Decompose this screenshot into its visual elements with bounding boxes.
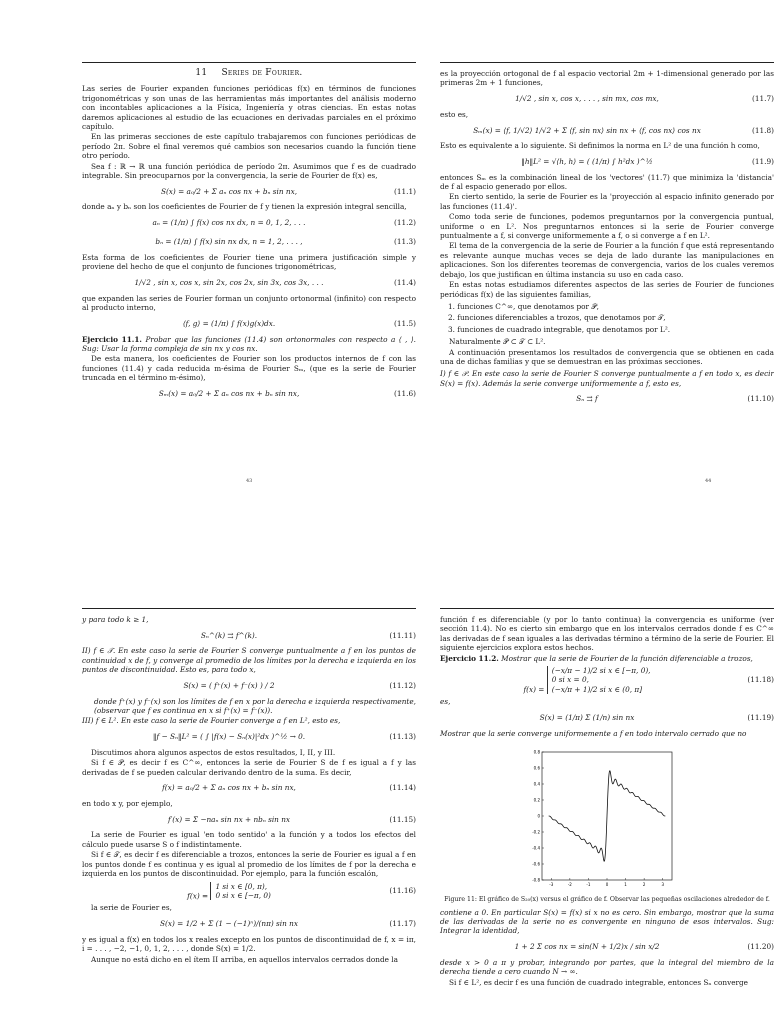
paragraph: la serie de Fourier es, — [91, 903, 172, 913]
equation: f(x) = a₀/2 + Σ aₙ cos nx + bₙ sin nx, (11.14) — [162, 783, 416, 793]
top-rule — [82, 62, 416, 63]
paragraph: A continuación presentamos los resultados de convergencia que se obtienen en cada una de dichas familias y que se demuestran en las próximas secciones. — [440, 347, 774, 366]
equation: Sₘ(x) = a₀/2 + Σ aₙ cos nx + bₙ sin nx, (11.6) — [158, 388, 416, 398]
y-tick-label: 0.4 — [533, 781, 540, 787]
equation: ‖f − Sₙ‖L² = ( ∫ |f(x) − Sₙ(x)|²dx )^½ → 0. (11.13) — [152, 732, 416, 742]
y-tick-label: -0.6 — [532, 861, 540, 867]
paragraph: Como toda serie de funciones, podemos preguntarnos por la convergencia puntual, uniforme o en L². Nos preguntarnos entonces si la serie de Fourier converge puntualmente a f, si converge uniformemente a f, o si converge a f en L². — [440, 212, 774, 241]
page-number: 43 — [246, 478, 253, 484]
x-tick-label: 0 — [605, 882, 609, 888]
equation: 1/√2 , sin x, cos x, sin 2x, cos 2x, sin 3x, cos 3x, . . . (11.4) — [134, 277, 416, 287]
page-3 — [82, 608, 416, 965]
paragraph: Naturalmente 𝒫 ⊂ 𝒯 ⊂ L². — [449, 337, 546, 347]
paragraph: Esta forma de los coeficientes de Fourier tiene una primera justificación simple y proviene del hecho de que el conjunto de funciones trigonométricas, — [82, 252, 416, 272]
equation: 1/√2 , sin x, cos x, . . . , sin mx, cos mx, (11.7) — [515, 94, 774, 104]
paragraph: donde f⁺(x) y f⁻(x) son los límites de f en x por la derecha e izquierda respectivamente, (observar que f es continua en x si f⁺(x) = f⁻(x)). — [94, 696, 416, 716]
paragraph: Esto es equivalente a lo siguiente. Si definimos la norma en L² de una función h como, — [440, 141, 760, 151]
equation: bₙ = (1/π) ∫ f(x) sin nx dx, n = 1, 2, . . . , (11.3) — [155, 237, 416, 247]
y-tick-label: 0.2 — [533, 797, 540, 803]
paragraph: que expanden las series de Fourier forman un conjunto ortonormal (infinito) con respecto al producto interno, — [82, 293, 416, 313]
theorem-item: I) f ∈ 𝒫. En este caso la serie de Fourier S converge puntualmente a f en todo x, es decir S(x) = f(x). Además la serie converge uniformemente a f, esto es, — [440, 369, 774, 388]
y-tick-label: 0.8 — [533, 749, 540, 755]
equation: 1 + 2 Σ cos nx = sin(N + 1/2)x / sin x/2 (11.20) — [514, 942, 774, 952]
figure — [482, 744, 732, 894]
fourier-plot — [482, 744, 732, 894]
family-list — [440, 302, 774, 334]
x-tick-label: 1 — [624, 882, 627, 888]
equation: ‖h‖L² = √⟨h, h⟩ = ( (1/π) ∫ h²dx )^½ (11.9) — [521, 156, 774, 166]
paragraph: El tema de la convergencia de la serie de Fourier a la función f que está representando es relevante aunque muchas veces se deja de lado durante las manipulaciones en aplicaciones. Son los diferentes teoremas de convergencia, varios de los cuales veremos debajo, los que justifican en última instancia su uso en cada caso. — [440, 241, 774, 279]
paragraph: entonces Sₘ es la combinación lineal de los 'vectores' (11.7) que minimiza la 'distancia' de f al espacio generado por ellos. — [440, 172, 774, 192]
equation: f(x) = 1 si x ∈ [0, π), 0 si x ∈ [−π, 0) (11.16) — [187, 881, 416, 900]
equation: ⟨f, g⟩ = (1/π) ∫ f(x)g(x)dx. (11.5) — [182, 318, 416, 328]
y-tick-label: -0.8 — [532, 877, 540, 883]
exercise-label: Ejercicio 11.1. — [82, 334, 142, 344]
paragraph: Las series de Fourier expanden funciones periódicas f(x) en términos de funciones trigonométricas y son unas de las herramientas más importantes del análisis moderno con incontables aplicaciones a la Física, Ingeniería y otras ciencias. En estas notas daremos aplicaciones al estudio de las ecuaciones en derivadas parciales en el próximo capítulo. — [82, 84, 416, 132]
equation: S(x) = 1/2 + Σ (1 − (−1)ⁿ)/(nπ) sin nx (11.17) — [160, 919, 416, 929]
paragraph: y es igual a f(x) en todos los x reales excepto en los puntos de discontinuidad de f, x = iπ, i = . . . , −2, −1, 0, 1, 2, . . . , donde S(x) = 1/2. — [82, 934, 416, 954]
y-tick-label: 0 — [537, 813, 540, 819]
paragraph: Si f ∈ 𝒯, es decir f es diferenciable a trozos, entonces la serie de Fourier es igual a f en los puntos donde f es continua y es igual al promedio de los límites de f por la derecha e izquierda en los puntos de discontinuidad. Por ejemplo, para la función escalón, — [82, 850, 416, 879]
x-tick-label: 3 — [661, 882, 664, 888]
list-item: 2. funciones diferenciables a trozos, que denotamos por 𝒯, — [448, 313, 666, 323]
list-item: 1. funciones C^∞, que denotamos por 𝒫, — [448, 301, 599, 311]
top-rule — [440, 608, 774, 609]
paragraph: Mostrar que la serie converge uniformemente a f en todo intervalo cerrado que no — [440, 728, 747, 738]
paragraph: En las primeras secciones de este capítulo trabajaremos con funciones periódicas de período 2π. Sobre el final veremos qué cambios son necesarios cuando la función tiene otro período. — [82, 132, 416, 161]
x-tick-label: -3 — [549, 882, 554, 888]
paragraph: Si f ∈ 𝒫, es decir f es C^∞, entonces la serie de Fourier S de f es igual a f y las derivadas de f se pueden calcular derivando dentro de la suma. Es decir, — [82, 758, 416, 777]
section-title: Series de Fourier. — [221, 68, 303, 78]
paragraph: En cierto sentido, la serie de Fourier es la 'proyección al espacio infinito generado por las funciones (11.4)'. — [440, 192, 774, 211]
paragraph: es, — [440, 697, 451, 707]
equation: f(x) = (−x/π − 1)/2 si x ∈ [−π, 0), 0 si x = 0, (−x/π + 1)/2 si x ∈ (0, π] (11.18) — [523, 666, 774, 694]
exercise: Ejercicio 11.1. Probar que las funciones (11.4) son ortonormales con respecto a ⟨ , ⟩. Sug: Usar la forma compleja de sin nx y cos nx. — [82, 334, 416, 353]
page-4 — [440, 608, 774, 988]
top-rule — [82, 608, 416, 609]
page-1 — [82, 62, 416, 405]
equation: S(x) = a₀/2 + Σ aₙ cos nx + bₙ sin nx, (11.1) — [160, 186, 416, 196]
top-rule — [440, 62, 774, 63]
equation: f′(x) = Σ −naₙ sin nx + nbₙ sin nx (11.15) — [167, 814, 416, 824]
x-tick-label: -1 — [586, 882, 591, 888]
paragraph: Sea f : ℝ → ℝ una función periódica de período 2π. Asumimos que f es de cuadrado integrable. Sin preocuparnos por la convergencia, la serie de Fourier de f(x) es, — [82, 161, 416, 181]
y-tick-label: 0.6 — [533, 765, 540, 771]
paragraph: función f es diferenciable (y por lo tanto continua) la convergencia es uniforme (ver sección 11.4). No es cierto sin embargo que en los intervalos cerrados donde f es C^∞ las derivadas de f sean iguales a las derivadas término a término de la serie de Fourier. El siguiente ejercicios explora estos hechos. — [440, 615, 774, 653]
paragraph: contiene a 0. En particular S(x) = f(x) si x no es cero. Sin embargo, mostrar que la suma de las derivadas de la serie no es convergente en ninguno de esos intervalos. Sug: Integrar la identidad, — [440, 907, 774, 936]
y-tick-label: -0.2 — [532, 829, 540, 835]
paragraph: Aunque no está dicho en el ítem II arriba, en aquellos intervalos cerrados donde la — [91, 954, 398, 964]
paragraph: y para todo k ≥ 1, — [82, 615, 149, 624]
equation: S(x) = (1/π) Σ (1/n) sin nx (11.19) — [539, 712, 774, 722]
section-number: 11 — [195, 68, 208, 78]
paragraph: Si f ∈ L², es decir f es una función de cuadrado integrable, entonces Sₙ converge — [449, 977, 748, 987]
paragraph: es la proyección ortogonal de f al espacio vectorial 2m + 1-dimensional generado por las primeras 2m + 1 funciones, — [440, 69, 774, 88]
page-2 — [440, 62, 774, 410]
y-tick-label: -0.4 — [532, 845, 540, 851]
equation: Sₙ ⇉ f (11.10) — [576, 394, 774, 404]
exercise: Ejercicio 11.2. Mostrar que la serie de Fourier de la función diferenciable a trozos, — [440, 653, 753, 663]
list-item: 3. funciones de cuadrado integrable, que denotamos por L². — [448, 324, 671, 334]
equation: Sₙ^(k) ⇉ f^(k). (11.11) — [200, 630, 416, 640]
x-tick-label: -2 — [567, 882, 572, 888]
paragraph: desde x > 0 a π y probar, integrando por partes, que la integral del miembro de la derecha tiende a cero cuando N → ∞. — [440, 957, 774, 977]
paragraph: esto es, — [440, 109, 469, 119]
paragraph: En estas notas estudiamos diferentes aspectos de las series de Fourier de funciones periódicas f(x) de las siguientes familias, — [440, 280, 774, 299]
x-tick-label: 2 — [642, 882, 646, 888]
page-number: 44 — [705, 478, 712, 484]
theorem-item: III) f ∈ L². En este caso la serie de Fourier converge a f en L², esto es, — [82, 716, 341, 726]
series-line — [549, 771, 666, 861]
figure-caption: Figure 11: El gráfico de S₂₀(x) versus el gráfico de f. Observar las pequeñas oscilaciones alrededor de f. — [444, 896, 770, 904]
paragraph: La serie de Fourier es igual 'en todo sentido' a la función y a todos los efectos del cálculo puede usarse S o f indistintamente. — [82, 830, 416, 849]
exercise-label: Ejercicio 11.2. — [440, 653, 499, 663]
paragraph: en todo x y, por ejemplo, — [82, 799, 173, 809]
paragraph: De esta manera, los coeficientes de Fourier son los productos internos de f con las funciones (11.4) y cada reducida m-ésima de Fourier Sₘ, (que es la serie de Fourier truncada en el término m-ésimo), — [82, 354, 416, 383]
equation: aₙ = (1/π) ∫ f(x) cos nx dx, n = 0, 1, 2, . . . (11.2) — [152, 218, 416, 228]
paragraph: donde aₙ y bₙ son los coeficientes de Fourier de f y tienen la expresión integral sencilla, — [82, 202, 407, 212]
theorem-item: II) f ∈ 𝒯. En este caso la serie de Fourier S converge puntualmente a f en los puntos de continuidad x de f, y converge al promedio de los límites por la derecha e izquierda en los puntos de discontinuidad. Esto es, para todo x, — [82, 646, 416, 675]
equation: Sₘ(x) = ⟨f, 1/√2⟩ 1/√2 + Σ ⟨f, sin nx⟩ sin nx + ⟨f, cos nx⟩ cos nx (11.8) — [473, 125, 774, 135]
equation: S(x) = ( f⁺(x) + f⁻(x) ) / 2 (11.12) — [183, 680, 416, 690]
paragraph: Discutimos ahora algunos aspectos de estos resultados, I, II, y III. — [91, 747, 336, 757]
section-heading — [82, 69, 416, 78]
